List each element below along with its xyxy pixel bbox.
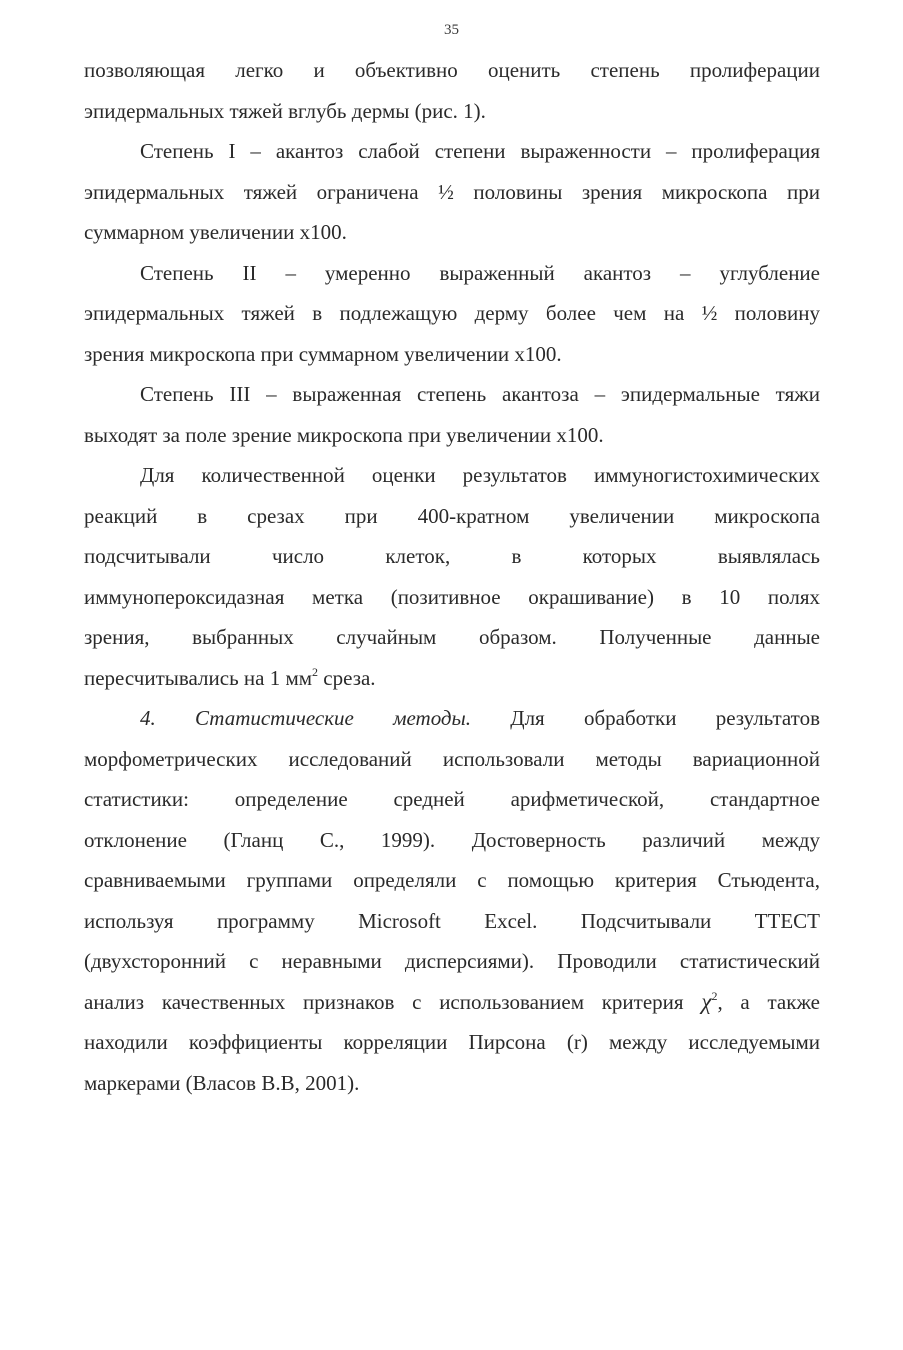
paragraph-6-line-4: отклонение (Гланц С., 1999). Достоверность различий между: [84, 827, 820, 852]
document-body: [84, 50, 820, 1103]
paragraph-5-line-6: [84, 658, 820, 699]
paragraph-6-line-10: маркерами (Власов В.В, 2001).: [84, 1070, 360, 1095]
paragraph-6-line-7: (двухсторонний с неравными дисперсиями). Проводили статистический: [84, 949, 820, 973]
paragraph-6-line-9: находили коэффициенты корреляции Пирсона (r) между исследуемыми: [84, 1030, 820, 1054]
paragraph-5-line-6-end: среза.: [318, 665, 376, 690]
paragraph-3-line-3: зрения микроскопа при суммарном увеличении х100.: [84, 341, 562, 366]
paragraph-5-line-1: Для количественной оценки результатов иммуногистохимических: [140, 463, 820, 487]
paragraph-6-line-8: [84, 982, 820, 1023]
paragraph-6-line-8-text: анализ качественных признаков с использованием критерия: [84, 989, 702, 1014]
paragraph-6-line-3: статистики: определение средней арифметической, стандартное: [84, 787, 820, 811]
paragraph-5-line-4: иммунопероксидазная метка (позитивное окрашивание) в 10 полях: [84, 584, 820, 609]
superscript-squared: 2: [312, 664, 319, 679]
paragraph-5-line-2: реакций в срезах при 400-кратном увеличении микроскопа: [84, 503, 820, 528]
paragraph-1-line-1: позволяющая легко и объективно оценить степень пролиферации: [84, 58, 820, 82]
paragraph-2-line-1: Степень I – акантоз слабой степени выраженности – пролиферация: [140, 139, 820, 163]
paragraph-3-line-2: эпидермальных тяжей в подлежащую дерму более чем на ½ половину: [84, 301, 820, 325]
section-heading-statistics: 4. Статистические методы.: [140, 706, 472, 730]
paragraph-1-line-2: эпидермальных тяжей вглубь дермы (рис. 1).: [84, 98, 486, 123]
paragraph-3-line-1: Степень II – умеренно выраженный акантоз – углубление: [140, 260, 820, 285]
chi-symbol: χ: [701, 988, 712, 1014]
page-number: 35: [444, 22, 459, 38]
paragraph-5-line-6-text: пересчитывались на 1 мм: [84, 665, 313, 690]
paragraph-5-line-5: зрения, выбранных случайным образом. Полученные данные: [84, 625, 820, 649]
paragraph-6-line-2: морфометрических исследований использовали методы вариационной: [84, 746, 820, 771]
paragraph-6-line-8-end: , а также: [717, 989, 820, 1014]
paragraph-4-line-2: выходят за поле зрение микроскопа при увеличении х100.: [84, 422, 604, 447]
paragraph-2-line-3: суммарном увеличении х100.: [84, 220, 347, 244]
paragraph-5-line-3: подсчитывали число клеток, в которых выявлялась: [84, 544, 820, 568]
paragraph-6-line-6: используя программу Microsoft Excel. Подсчитывали ТТЕСТ: [84, 908, 820, 933]
paragraph-6-line-1-text: Для обработки результатов: [471, 706, 820, 730]
paragraph-4-line-1: Степень III – выраженная степень акантоза – эпидермальные тяжи: [140, 382, 820, 406]
superscript-squared-chi: 2: [711, 988, 718, 1003]
paragraph-6-line-1: [84, 698, 820, 739]
paragraph-2-line-2: эпидермальных тяжей ограничена ½ половины зрения микроскопа при: [84, 179, 820, 204]
paragraph-6-line-5: сравниваемыми группами определяли с помощью критерия Стьюдента,: [84, 868, 820, 892]
